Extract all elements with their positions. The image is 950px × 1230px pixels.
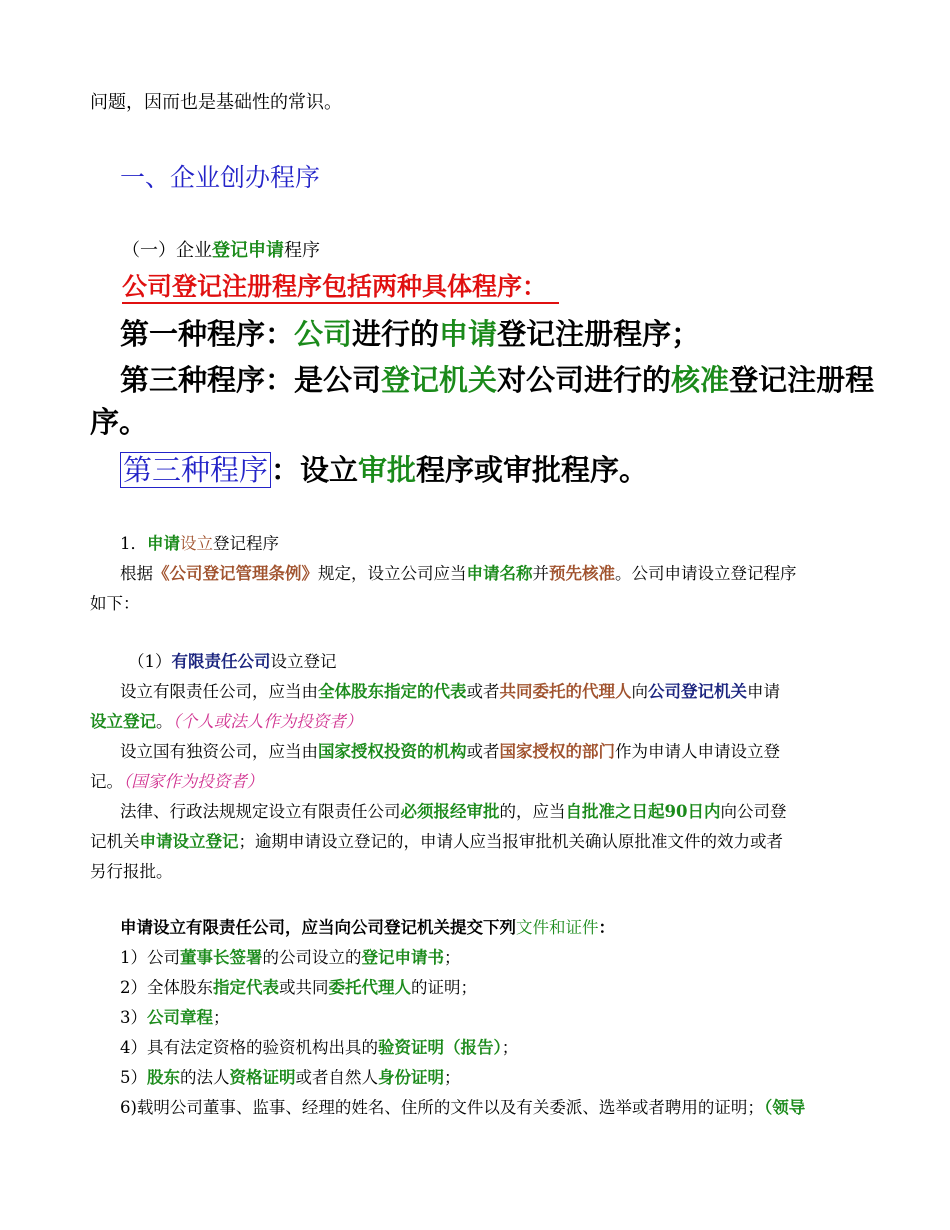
red-title: 公司登记注册程序包括两种具体程序： [122,272,559,304]
procedure-three: 第三种程序 ：设立审批程序或审批程序。 [120,448,648,489]
paragraph-line: 记。（国家作为投资者） [90,772,264,791]
procedure-two: 第三种程序：是公司登记机关对公司进行的核准登记注册程 [120,363,875,397]
paragraph-line: 根据《公司登记管理条例》规定，设立公司应当申请名称并预先核准。公司申请设立登记程序 [120,564,797,583]
item-1-heading: 1．申请设立登记程序 [120,534,279,553]
sub-item-heading: （1）有限责任公司设立登记 [128,652,337,671]
intro-text: 问题，因而也是基础性的常识。 [90,92,342,113]
list-item: 1）公司董事长签署的公司设立的登记申请书； [120,948,461,967]
subsection-heading: （一）企业登记申请程序 [122,240,320,261]
list-item: 5）股东的法人资格证明或者自然人身份证明； [120,1068,461,1087]
paragraph-line: 设立登记。（个人或法人作为投资者） [90,712,363,731]
list-item: 2）全体股东指定代表或共同委托代理人的证明； [120,978,477,997]
procedure-two-cont: 序。 [90,405,149,439]
boxed-label: 第三种程序 [120,452,271,488]
section-heading: 一、企业创办程序 [120,163,321,192]
list-item: 6)载明公司董事、监事、经理的姓名、住所的文件以及有关委派、选举或者聘用的证明；（领导 [120,1098,806,1117]
list-item: 4）具有法定资格的验资机构出具的验资证明（报告）； [120,1038,519,1057]
paragraph-line: 法律、行政法规规定设立有限责任公司必须报经审批的，应当自批准之日起90日内向公司登 [120,802,787,821]
paragraph-line: 如下： [90,594,140,613]
paragraph-line: 记机关申请设立登记；逾期申请设立登记的，申请人应当报审批机关确认原批准文件的效力或者 [90,832,783,851]
list-item: 3）公司章程； [120,1008,230,1027]
procedure-one: 第一种程序：公司进行的申请登记注册程序； [120,317,701,351]
paragraph-line: 设立有限责任公司，应当由全体股东指定的代表或者共同委托的代理人向公司登记机关申请 [120,682,780,701]
paragraph-line: 另行报批。 [90,862,173,881]
paragraph-line: 设立国有独资公司，应当由国家授权投资的机构或者国家授权的部门作为申请人申请设立登 [120,742,780,761]
list-heading: 申请设立有限责任公司，应当向公司登记机关提交下列文件和证件： [120,918,615,937]
